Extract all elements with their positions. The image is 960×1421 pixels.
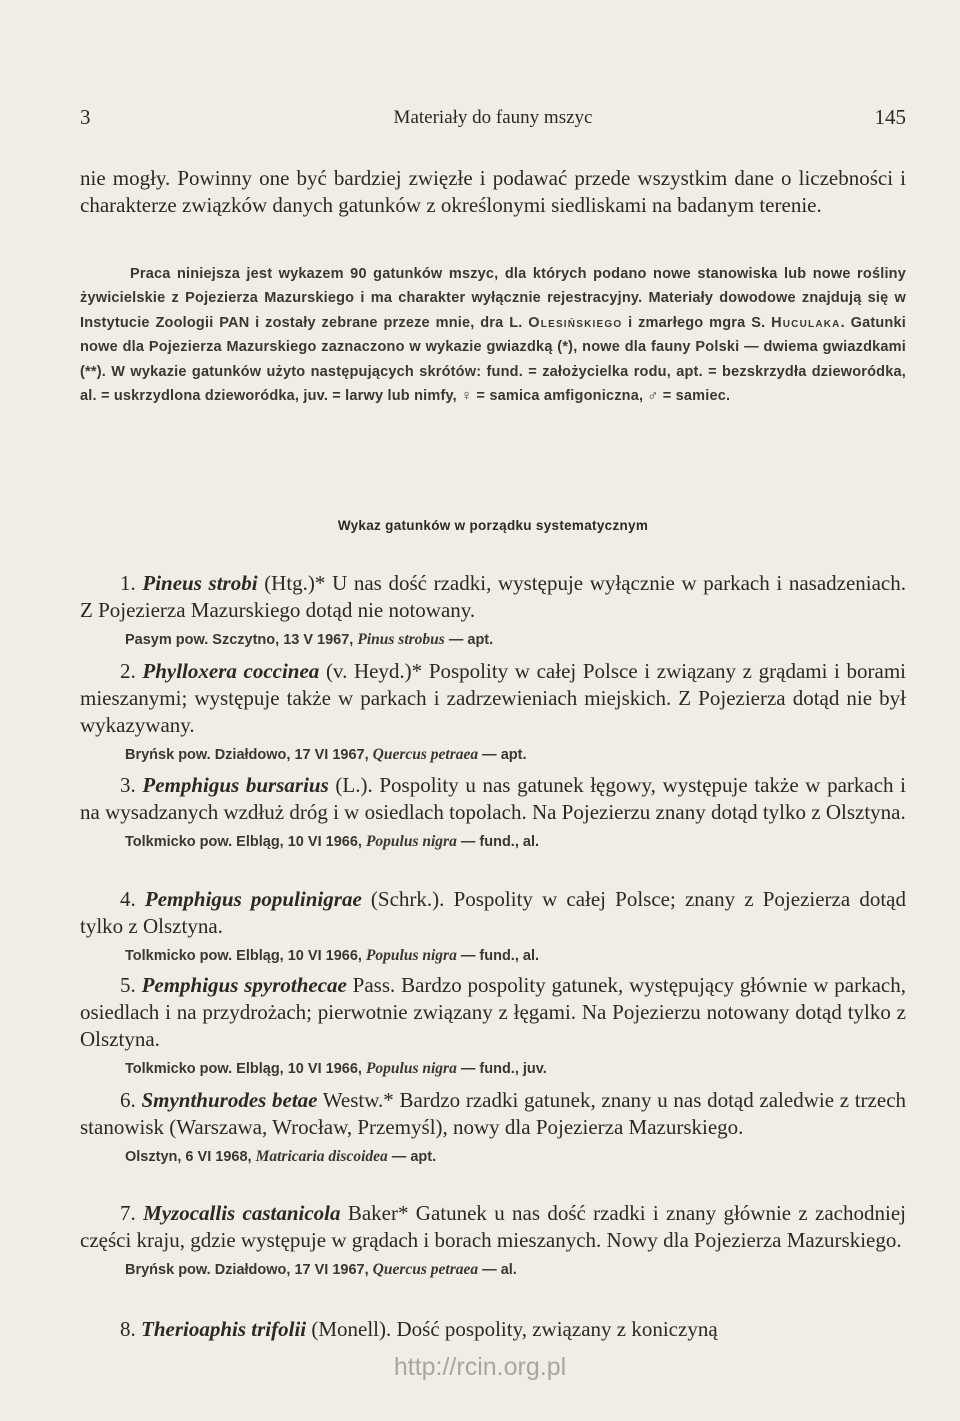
species-entry bbox=[80, 972, 906, 1080]
entry-text: Gatunek u nas dość rzadki i znany głównie z zachodniej części kraju, gdzie występuje w grądach i borach mieszanych. Nowy dla Pojezierza Mazurskiego. bbox=[80, 1201, 906, 1252]
species-author: (Schrk.). bbox=[361, 887, 454, 911]
author-name-huculak: Huculaka bbox=[771, 314, 841, 331]
entry-number: 4. bbox=[120, 887, 145, 911]
species-entry bbox=[80, 570, 906, 651]
species-entry bbox=[80, 658, 906, 766]
entry-text: Pospolity w całej Polsce; znany z Pojezierza dotąd tylko z Olsztyna. bbox=[80, 887, 907, 938]
entry-text: Pospolity u nas gatunek łęgowy, występuje także w parkach i na wysadzanych wzdłuż dróg i w osiedlach topolach. Na Pojezierzu znany dotąd tylko z Olsztyna. bbox=[80, 773, 907, 824]
locality-text: Tolkmicko pow. Elbląg, 10 VI 1966, bbox=[125, 948, 366, 964]
chapter-number: 3 bbox=[80, 105, 91, 129]
entry-text: Pospolity w całej Polsce i związany z grądami i borami mieszanymi; występuje także w parkach i zadrzewieniach miejskich. Z Pojezierza dotąd nie był wykazywany. bbox=[80, 659, 907, 737]
entry-number: 2. bbox=[120, 659, 143, 683]
specimen-status: — fund., al. bbox=[456, 948, 540, 964]
host-plant: Quercus petraea bbox=[372, 1261, 479, 1278]
locality-record bbox=[80, 945, 906, 967]
locality-record bbox=[80, 744, 906, 766]
entry-description bbox=[80, 658, 906, 739]
species-name: Pemphigus populinigrae bbox=[144, 887, 362, 911]
methods-text-1: Praca niniejsza jest wykazem 90 gatunków mszyc, dla których podano nowe stanowiska lub nowe rośliny żywicielskie z Pojezierza Mazurskiego i ma charakter wyłącznie rejestracyjny. Materiały dowodowe znajdują się w Instytucie Zoologii PAN i zostały zebrane przeze mnie, dra L. bbox=[80, 266, 906, 331]
entry-description bbox=[80, 972, 906, 1053]
locality-text: Pasym pow. Szczytno, 13 V 1967, bbox=[125, 632, 358, 648]
host-plant: Matricaria discoidea bbox=[255, 1148, 388, 1165]
locality-record bbox=[80, 1058, 906, 1080]
specimen-status: — fund., al. bbox=[456, 834, 540, 850]
entry-text: Bardzo rzadki gatunek, znany u nas dotąd zaledwie z trzech stanowisk (Warszawa, Wrocław, Przemyśl), nowy dla Pojezierza Mazurskiego. bbox=[80, 1088, 907, 1139]
species-author: Baker* bbox=[340, 1201, 416, 1225]
specimen-status: — apt. bbox=[444, 632, 494, 648]
species-author: (L.). bbox=[328, 773, 380, 797]
specimen-status: — al. bbox=[478, 1262, 517, 1278]
entry-description bbox=[80, 1316, 906, 1343]
species-entry bbox=[80, 1200, 906, 1281]
locality-record bbox=[80, 629, 906, 651]
species-name: Therioaphis trifolii bbox=[141, 1317, 307, 1341]
entry-description bbox=[80, 1200, 906, 1254]
species-author: (v. Heyd.)* bbox=[319, 659, 429, 683]
host-plant: Pinus strobus bbox=[357, 631, 445, 648]
species-name: Pineus strobi bbox=[142, 571, 258, 595]
entry-number: 3. bbox=[120, 773, 143, 797]
entry-number: 1. bbox=[120, 571, 143, 595]
page-number: 145 bbox=[874, 105, 906, 129]
locality-text: Bryńsk pow. Działdowo, 17 VI 1967, bbox=[125, 747, 373, 763]
source-watermark: http://rcin.org.pl bbox=[393, 1353, 567, 1381]
host-plant: Quercus petraea bbox=[372, 746, 479, 763]
species-name: Pemphigus bursarius bbox=[142, 773, 329, 797]
entry-number: 7. bbox=[120, 1201, 144, 1225]
species-entry bbox=[80, 1316, 906, 1343]
entry-text: Bardzo pospolity gatunek, występujący głównie w parkach, osiedlach i na przydrożach; pierwotnie związany z łęgami. Na Pojezierzu notowany dotąd tylko z Olsztyna. bbox=[80, 973, 906, 1051]
locality-text: Tolkmicko pow. Elbląg, 10 VI 1966, bbox=[125, 834, 366, 850]
running-title: Materiały do fauny mszyc bbox=[393, 107, 593, 128]
author-name-olesinski: Olesińskiego bbox=[528, 314, 623, 331]
entry-description bbox=[80, 772, 906, 826]
species-author: (Htg.)* bbox=[257, 571, 333, 595]
species-author: Pass. bbox=[346, 973, 402, 997]
host-plant: Populus nigra bbox=[365, 833, 457, 850]
methods-paragraph bbox=[80, 262, 906, 408]
host-plant: Populus nigra bbox=[365, 1060, 457, 1077]
entry-number: 5. bbox=[120, 973, 142, 997]
entry-text: Dość pospolity, związany z koniczyną bbox=[396, 1317, 718, 1341]
entry-description bbox=[80, 570, 906, 624]
species-name: Phylloxera coccinea bbox=[142, 659, 320, 683]
entry-number: 8. bbox=[120, 1317, 141, 1341]
locality-record bbox=[80, 1259, 906, 1281]
methods-text-2: i zmarłego mgra S. bbox=[622, 314, 772, 331]
specimen-status: — apt. bbox=[387, 1149, 437, 1165]
entry-description bbox=[80, 886, 906, 940]
intro-paragraph: nie mogły. Powinny one być bardziej zwięzłe i podawać przede wszystkim dane o liczebności i charakterze związków danych gatunków z określonymi siedliskami na badanym terenie. bbox=[80, 166, 906, 217]
entry-description bbox=[80, 1087, 906, 1141]
species-name: Smynthurodes betae bbox=[141, 1088, 318, 1112]
species-entry bbox=[80, 772, 906, 853]
species-name: Myzocallis castanicola bbox=[143, 1201, 341, 1225]
locality-text: Bryńsk pow. Działdowo, 17 VI 1967, bbox=[125, 1262, 373, 1278]
specimen-status: — fund., juv. bbox=[456, 1061, 547, 1077]
specimen-status: — apt. bbox=[478, 747, 527, 763]
locality-record bbox=[80, 1146, 906, 1168]
section-heading: Wykaz gatunków w porządku systematycznym bbox=[337, 518, 649, 533]
host-plant: Populus nigra bbox=[365, 947, 457, 964]
methods-text-3: . Gatunki nowe dla Pojezierza Mazurskiego zaznaczono w wykazie gwiazdką (*), nowe dla fauny Polski — dwiema gwiazdkami (**). W wykazie gatunków użyto następujących skrótów: fund. = założycielka rodu, apt. = bezskrzydła dzieworódka, al. = uskrzydlona dzieworódka, juv. = larwy lub nimfy, ♀ = samica amfigoniczna, ♂ = samiec. bbox=[80, 314, 906, 405]
entry-number: 6. bbox=[120, 1088, 142, 1112]
entry-text: U nas dość rzadki, występuje wyłącznie w parkach i nasadzeniach. Z Pojezierza Mazurskiego dotąd nie notowany. bbox=[80, 571, 907, 622]
species-author: (Monell). bbox=[306, 1317, 397, 1341]
species-author: Westw.* bbox=[317, 1088, 400, 1112]
locality-text: Olsztyn, 6 VI 1968, bbox=[125, 1149, 256, 1165]
locality-record bbox=[80, 831, 906, 853]
species-name: Pemphigus spyrothecae bbox=[141, 973, 347, 997]
page-header bbox=[80, 105, 906, 133]
locality-text: Tolkmicko pow. Elbląg, 10 VI 1966, bbox=[125, 1061, 366, 1077]
species-entry bbox=[80, 886, 906, 967]
species-entry bbox=[80, 1087, 906, 1168]
